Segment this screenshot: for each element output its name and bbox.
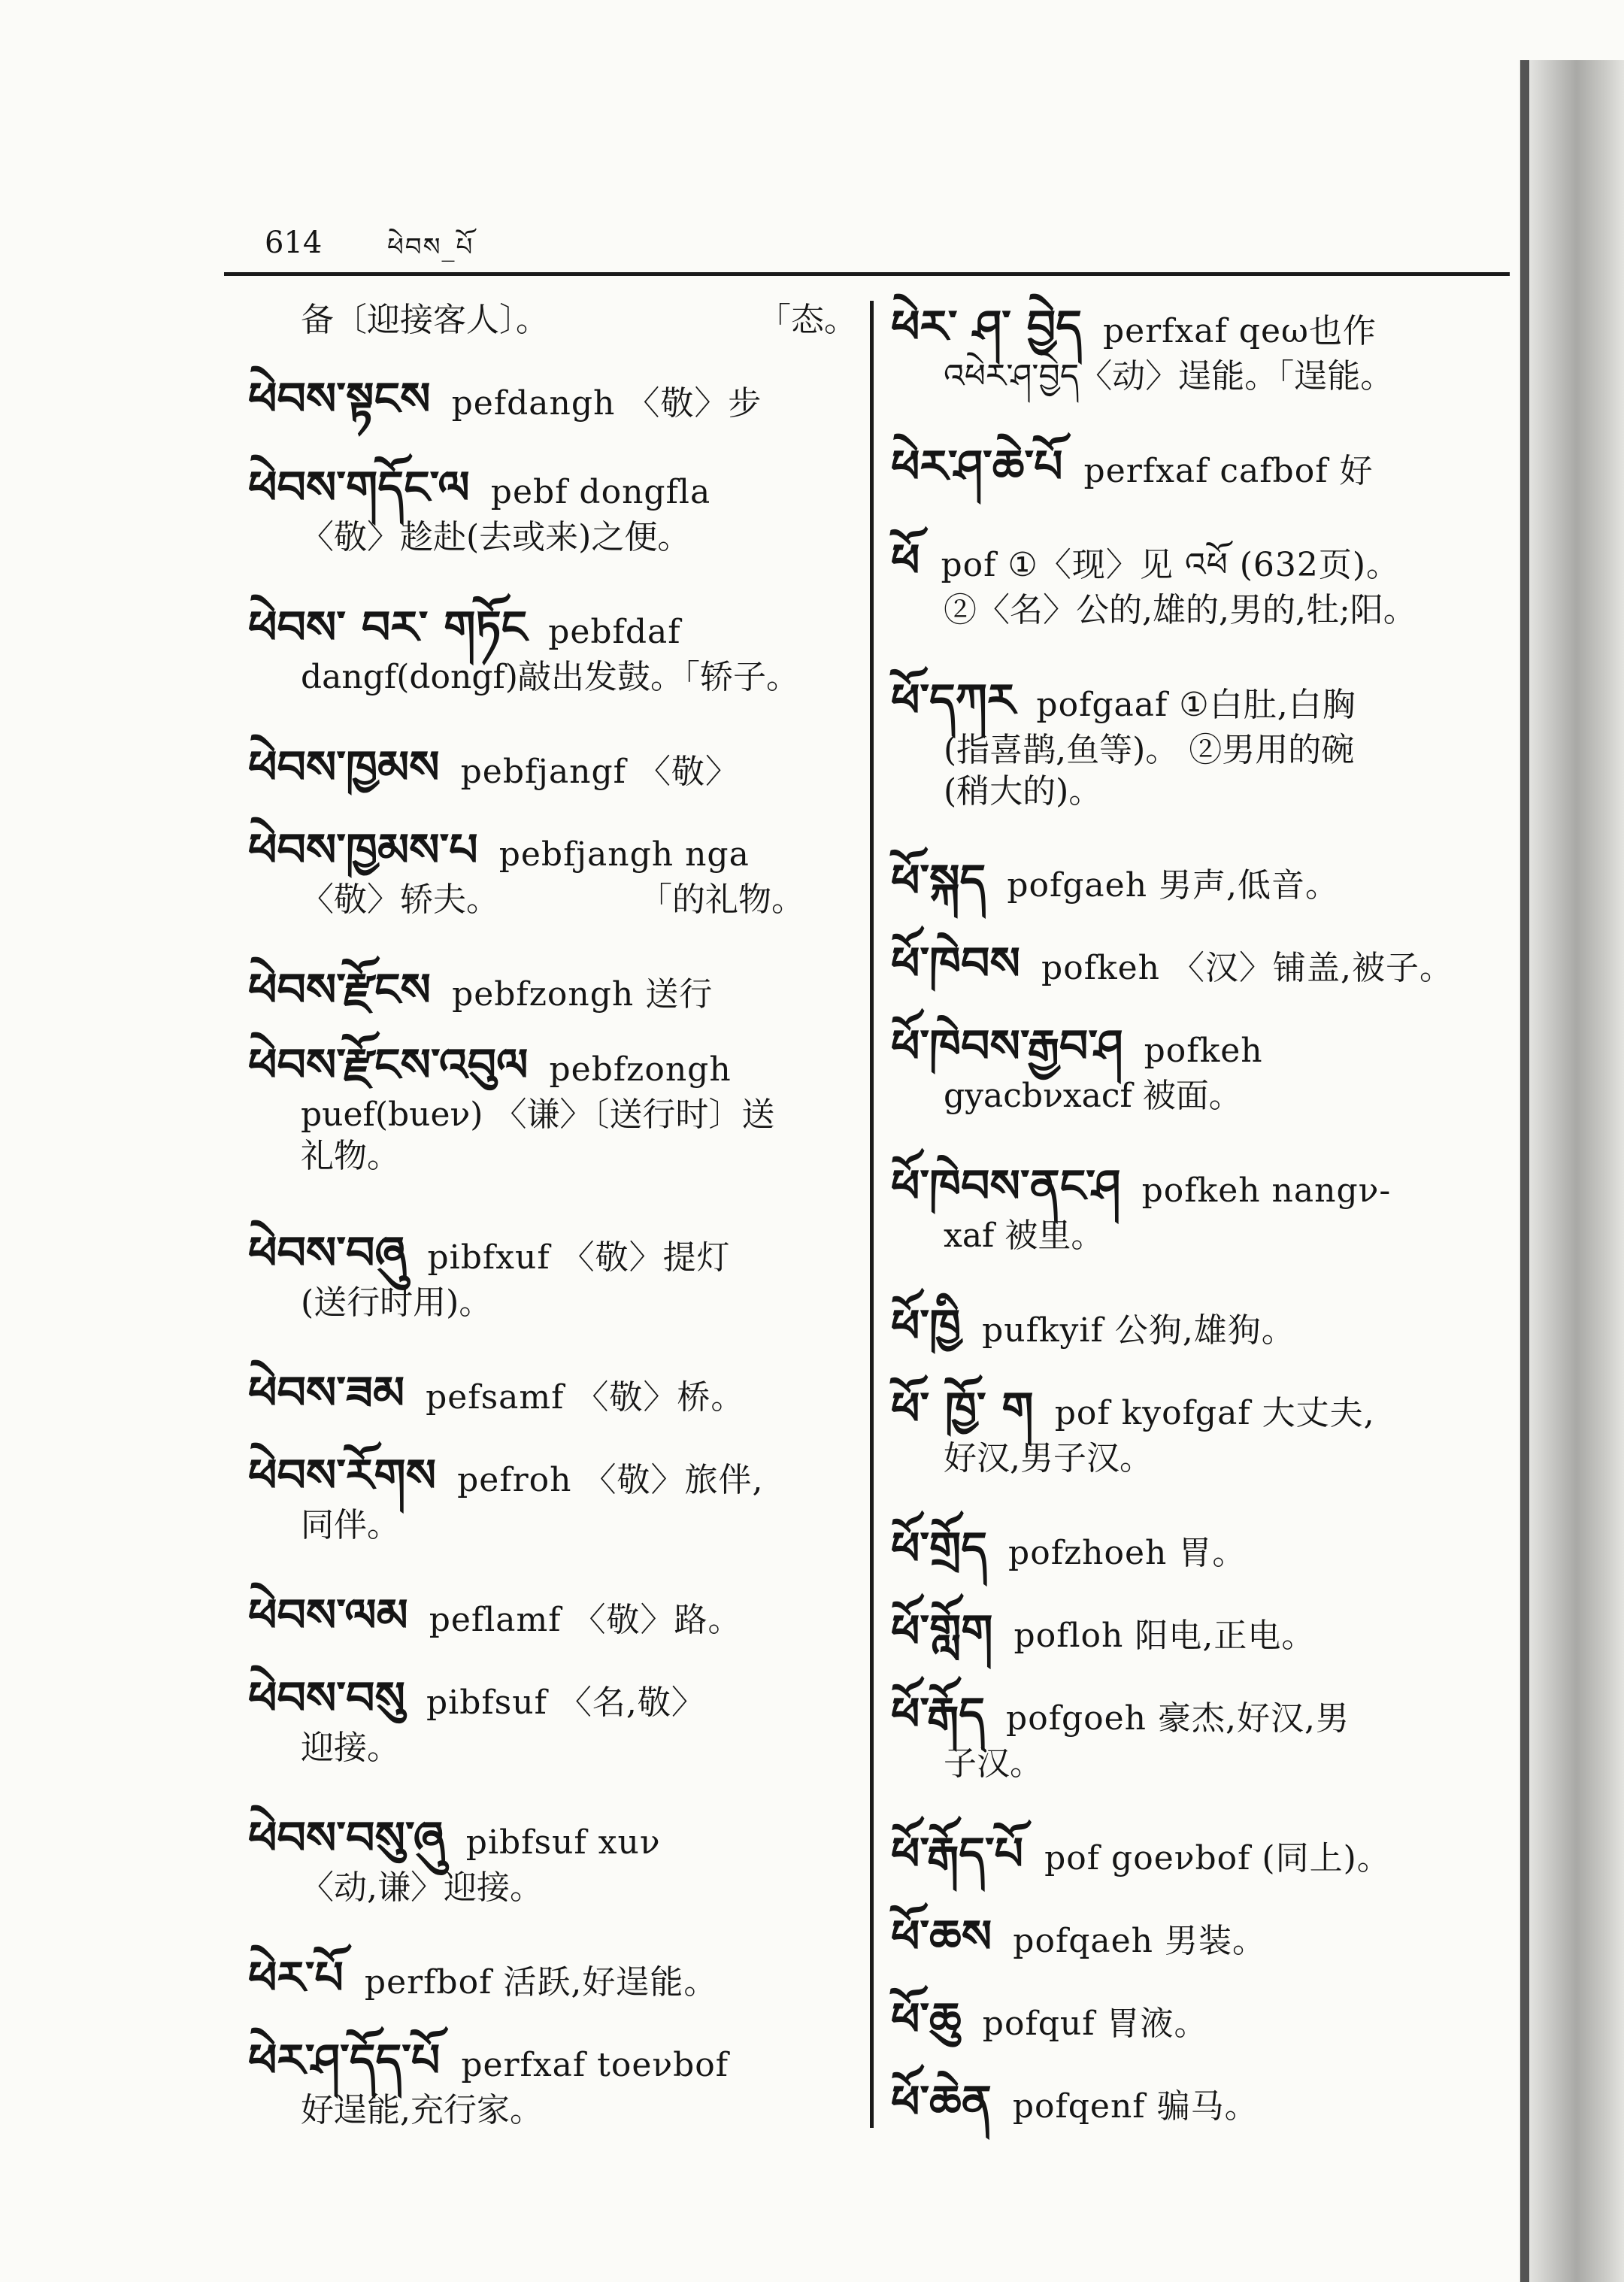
entry-text: pofqenf 骗马。 [1012,2087,1259,2126]
entry-text: pebfzongh [549,1050,732,1089]
page-number: 614 [265,226,323,260]
dictionary-entry [248,460,857,600]
entry-text: pofgoeh 豪杰,好汉,男 [1006,1699,1350,1738]
entry-definition: puef(bueν) 〈谦〉〔送行时〕送 [301,1096,775,1134]
tibetan-headword: ཕེར་པོ [248,1952,344,2005]
dictionary-entry [248,1038,857,1226]
tibetan-headword: ཕོ་རྒོད [891,1688,986,1741]
entry-text: pefroh 〈敬〉旅伴, [457,1461,764,1499]
tibetan-headword: ཕེབས་བཞུ [248,1227,407,1280]
entry-definition: xaf 被里。 [944,1217,1104,1255]
entry-text: pebf dongfla [490,473,711,511]
column-divider [870,301,874,2128]
entry-text: pofkeh [1144,1032,1263,1070]
tibetan-headword: ཕེབས་ལམ [248,1590,408,1642]
entry-definition: 〈敬〉趁赴(去或来)之便。 [301,518,691,556]
dictionary-entry [891,1826,1507,1909]
tibetan-headword: ཕོ་སྐད [891,855,986,908]
dictionary-entry [891,936,1507,1019]
dictionary-entry [891,439,1507,533]
dictionary-entry [891,853,1507,936]
entry-text: pofquf 胃液。 [982,2005,1208,2043]
dictionary-entry [891,299,1507,439]
dictionary-entry [248,1365,857,1448]
dictionary-entry [248,371,857,460]
entry-text: pofkeh 〈汉〉铺盖,被子。 [1041,949,1453,987]
entry-definition: 迎接。 [301,1729,400,1767]
entry-text: pebfdaf [548,613,681,651]
entry-text: perfbof 活跃,好逞能。 [364,1963,718,2002]
entry-text: pebfjangh nga [498,835,750,874]
tibetan-headword: ཕོ་ཁེབས་རྒྱབ་ཤ [891,1020,1123,1073]
tibetan-headword: ཕེབས་ཟམ [248,1367,405,1420]
dictionary-entry [891,1159,1507,1299]
dictionary-entry [248,600,857,740]
tibetan-headword: ཕོ་དཀར [891,674,1016,727]
entry-text: pof kyofgaf 大丈夫, [1054,1394,1375,1432]
tibetan-headword: ཕེབས་ཁྱམས [248,741,440,794]
dictionary-entry [248,1950,857,2033]
entry-definition: འཕེར་ཤ་བྱེད〈动〉逞能。「逞能。 [944,357,1394,395]
dictionary-entry [248,1448,857,1588]
tibetan-headword: ཕོ་ ཁྱོ་ ག [891,1383,1034,1435]
left-column [248,299,857,2173]
entry-text: pofgaaf ①白肚,白胸 [1036,686,1356,724]
dictionary-entry [248,1811,857,1950]
tibetan-headword: ཕེབས་རོགས [248,1450,437,1502]
dictionary-entry [891,1604,1507,1686]
entry-text: perfxaf toeνbof [461,2046,729,2084]
tibetan-headword: ཕོ་ཁེབས་ནང་ཤ [891,1160,1121,1213]
continuation-tail: 「态。 [758,301,857,339]
dictionary-entry [891,673,1507,853]
entry-definition: 〈敬〉轿夫。 [301,880,499,919]
dictionary-entry [891,1299,1507,1381]
continuation-tail: 「的礼物。 [639,880,804,919]
page-edge-line [1520,60,1529,2282]
entry-definition: 好汉,男子汉。 [944,1439,1153,1477]
entry-text: pibfsuf 〈名,敬〉 [426,1683,705,1722]
dictionary-entry [248,1226,857,1365]
continuation-text: 备〔迎接客人〕。 [301,301,549,339]
tibetan-headword: ཕོ་གློག [891,1605,993,1658]
dictionary-entry [248,962,857,1038]
tibetan-headword: ཕོ [891,535,920,587]
entry-definition: 子汉。 [944,1744,1043,1783]
entry-text: pofqaeh 男装。 [1013,1922,1266,1960]
tibetan-headword: ཕོ་ཆས [891,1911,992,1963]
entry-definition: 〈动,谦〉迎接。 [301,1868,543,1907]
page-edge-shadow [1519,60,1624,2282]
tibetan-headword: ཕོ་ཁྱི [891,1300,962,1353]
dictionary-entry [248,740,857,823]
tibetan-headword: ཕོ་གྲོད [891,1523,988,1575]
dictionary-entry [891,1686,1507,1826]
dictionary-entry [891,1909,1507,1992]
entry-definition: dangf(dongf)敲出发鼓。「轿子。 [301,658,799,696]
entry-text: pebfzongh 送行 [452,975,714,1014]
tibetan-headword: ཕོ་ཆུ [891,1993,962,2046]
entry-text: perfxaf qeω也作 [1102,312,1377,350]
entry-text: pibfxuf 〈敬〉提灯 [427,1238,731,1277]
entry-definition: (稍大的)。 [944,772,1102,811]
tibetan-headword: ཕོ་རྒོད་པོ [891,1828,1024,1880]
entry-text: pofkeh nangν- [1141,1171,1392,1210]
entry-text: pufkyif 公狗,雄狗。 [982,1311,1295,1350]
entry-definition: (指喜鹊,鱼等)。 ②男用的碗 [944,731,1355,769]
header-rule [224,272,1510,276]
dictionary-entry [891,533,1507,673]
entry-definition: 好逞能,充行家。 [301,2091,543,2129]
tibetan-headword: ཕེབས་བསུ [248,1672,405,1725]
entry-text: perfxaf cafbof 好 [1083,452,1374,490]
entry-definition: gyacbνxacf 被面。 [944,1077,1242,1115]
tibetan-headword: ཕེར་ཤ་ཆེ་པོ [891,441,1063,493]
entry-text: pof ①〈现〉见 འཕོ (632页)。 [941,546,1401,584]
tibetan-headword: ཕེབས་ཁྱམས་པ [248,824,478,877]
tibetan-headword: ཕེབས་བསུ་ཞུ [248,1812,445,1865]
entry-text: pofloh 阳电,正电。 [1013,1617,1316,1655]
entry-definition: 礼物。 [301,1137,400,1175]
entry-text: peflamf 〈敬〉路。 [429,1601,742,1639]
entry-text: pefdangh 〈敬〉步 [451,384,762,423]
tibetan-headword: ཕེར་ ཤ་ བྱེད [891,301,1082,353]
dictionary-entry [248,1588,857,1671]
entry-text: pofgaeh 男声,低音。 [1007,866,1340,905]
entry-definition: ②〈名〉公的,雄的,男的,牡;阳。 [944,591,1416,629]
dictionary-entry [248,1671,857,1811]
dictionary-entry [891,1381,1507,1521]
entry-definition: 同伴。 [301,1506,400,1544]
entry-definition: (送行时用)。 [301,1283,492,1322]
tibetan-headword: ཕེབས་གདོང་ལ [248,462,470,514]
entry-text: pebfjangf 〈敬〉 [460,753,739,791]
entry-text: pefsamf 〈敬〉桥。 [426,1378,745,1417]
tibetan-headword: ཕེབས་རྫོངས་འབུལ [248,1039,529,1092]
running-head: ཕེབས_པོ [387,232,474,262]
entry-text: pibfsuf xuν [465,1823,661,1862]
right-column [891,299,1507,2157]
dictionary-entry [891,1521,1507,1604]
dictionary-entry [248,2033,857,2173]
tibetan-headword: ཕོ་ཆེན [891,2076,992,2129]
dictionary-entry [248,823,857,962]
entry-text: pof goeνbof (同上)。 [1044,1839,1391,1877]
tibetan-headword: ཕེབས་རྫོངས [248,964,432,1017]
entry-continuation [248,299,857,371]
tibetan-headword: ཕོ་ཁེབས [891,938,1021,990]
tibetan-headword: ཕེར་ཤ་དོད་པོ [248,2035,441,2087]
dictionary-entry [891,2074,1507,2157]
dictionary-entry [891,1019,1507,1159]
tibetan-headword: ཕེབས་སྟངས [248,373,431,426]
entry-text: pofzhoeh 胃。 [1008,1534,1247,1572]
dictionary-entry [891,1992,1507,2074]
tibetan-headword: ཕེབས་ བར་ གཏོང [248,602,528,654]
